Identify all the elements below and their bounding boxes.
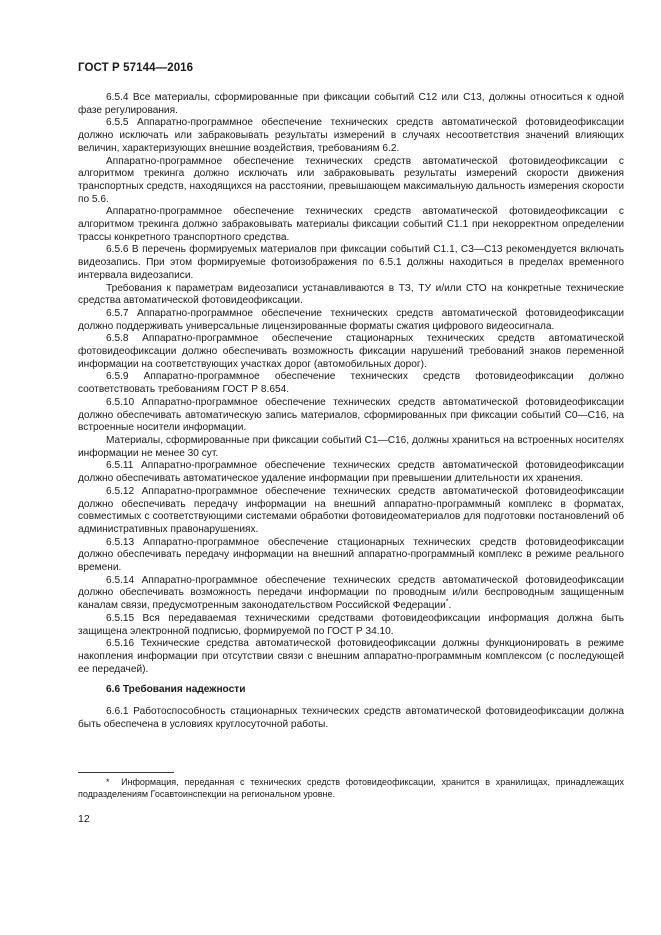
paragraph: Материалы, сформированные при фиксации событий С1—С16, должны храниться на встроенных носителях информации не менее 30 сут. <box>78 434 624 459</box>
paragraph: 6.5.11 Аппаратно-программное обеспечение технических средств автоматической фотовидеофиксации должно обеспечивать автоматическое удаление информации при превышении длительности их хранения. <box>78 460 624 485</box>
paragraph-text: 6.5.14 Аппаратно-программное обеспечение технических средств автоматической фотовидеофиксации должно обеспечивать возможность передачи информации по проводным и/или беспроводным защищенным каналам связи, предусмотренным законодательством Российской Федерации <box>78 574 624 612</box>
paragraph: 6.5.16 Технические средства автоматической фотовидеофиксации должны функционировать в режиме накопления информации при отсутствии связи с внешним аппаратно-программным комплексом (с последующей ее передачей). <box>78 638 624 675</box>
paragraph: 6.5.9 Аппаратно-программное обеспечение технических средств фотовидеофиксации должно соответствовать требованиям ГОСТ Р 8.654. <box>78 371 624 396</box>
footnote-divider <box>78 772 174 773</box>
paragraph: Требования к параметрам видеозаписи устанавливаются в ТЗ, ТУ и/или СТО на конкретные технические средства автоматической фотовидеофиксации. <box>78 282 624 307</box>
paragraph-with-footnote: 6.5.14 Аппаратно-программное обеспечение технических средств автоматической фотовидеофиксации должно обеспечивать возможность передачи информации по проводным и/или беспроводным защищенным каналам связи, предусмотренным законодательством Российской Федерации*. <box>78 574 624 612</box>
paragraph: 6.5.5 Аппаратно-программное обеспечение технических средств автоматической фотовидеофиксации должно исключать или забраковывать результаты измерений в случаях несоответствия значений влияющих величин, характеризующих внешние воздействия, требованиям 6.2. <box>78 117 624 154</box>
paragraph: 6.5.13 Аппаратно-программное обеспечение стационарных технических средств фотовидеофиксации должно обеспечивать передачу информации на внешний аппаратно-программный комплекс в режиме реального времени. <box>78 536 624 574</box>
document-body <box>78 92 624 731</box>
paragraph: 6.5.10 Аппаратно-программное обеспечение технических средств автоматической фотовидеофиксации должно обеспечивать автоматическую запись материалов, сформированных при фиксации событий С0—С16, на встроенные носители информации. <box>78 396 624 434</box>
footnote <box>78 777 624 800</box>
paragraph: 6.5.4 Все материалы, сформированные при фиксации событий С12 или С13, должны относиться к одной фазе регулирования. <box>78 92 624 116</box>
paragraph: 6.5.8 Аппаратно-программное обеспечение стационарных технических средств автоматической фотовидеофиксации должно обеспечивать возможность фиксации нарушений требований знаков переменной информации на соответствующих участках дорог (автомобильных дорог). <box>78 333 624 370</box>
footnote-reference: * <box>445 598 449 606</box>
paragraph: 6.5.12 Аппаратно-программное обеспечение технических средств автоматической фотовидеофиксации должно обеспечивать передачу информации на внешний аппаратно-программный комплекс в форматах, совместимых с соответствующими системами обработки фотовидеоматериалов для подготовки постановлений об административных правонарушениях. <box>78 485 624 535</box>
paragraph: 6.5.6 В перечень формируемых материалов при фиксации событий С1.1, С3—С13 рекомендуется включать видеозапись. При этом формируемые фотоизображения по 6.5.1 должны находиться в пределах временного интервала видеозаписи. <box>78 244 624 281</box>
footnote-mark: * <box>106 777 110 787</box>
paragraph: Аппаратно-программное обеспечение технических средств автоматической фотовидеофиксации с алгоритмом трекинга должно исключать или забраковывать результаты измерений скорости движения транспортных средств, находящихся на расстоянии, превышающем максимальную дальность измерения скорости по 5.6. <box>78 155 624 205</box>
document-header: ГОСТ Р 57144—2016 <box>78 62 194 74</box>
footnote-text: Информация, переданная с технических средств фотовидеофиксации, хранится в хранилищах, принадлежащих подразделениям Госавтоинспекции на региональном уровне. <box>78 777 624 799</box>
paragraph: 6.6.1 Работоспособность стационарных технических средств автоматической фотовидеофиксации должна быть обеспечена в условиях круглосуточной работы. <box>78 706 624 730</box>
page-number: 12 <box>78 813 90 825</box>
paragraph: Аппаратно-программное обеспечение технических средств автоматической фотовидеофиксации с алгоритмом трекинга должно забраковывать материалы фиксации событий С1.1 при некорректном определении трассы конкретного транспортного средства. <box>78 206 624 243</box>
paragraph: 6.5.7 Аппаратно-программное обеспечение технических средств автоматической фотовидеофиксации должно поддерживать универсальные лицензированные форматы сжатия цифрового видеосигнала. <box>78 307 624 332</box>
paragraph: 6.5.15 Вся передаваемая техническими средствами фотовидеофиксации информация должна быть защищена электронной подписью, формируемой по ГОСТ Р 34.10. <box>78 612 624 637</box>
section-heading: 6.6 Требования надежности <box>106 684 246 696</box>
